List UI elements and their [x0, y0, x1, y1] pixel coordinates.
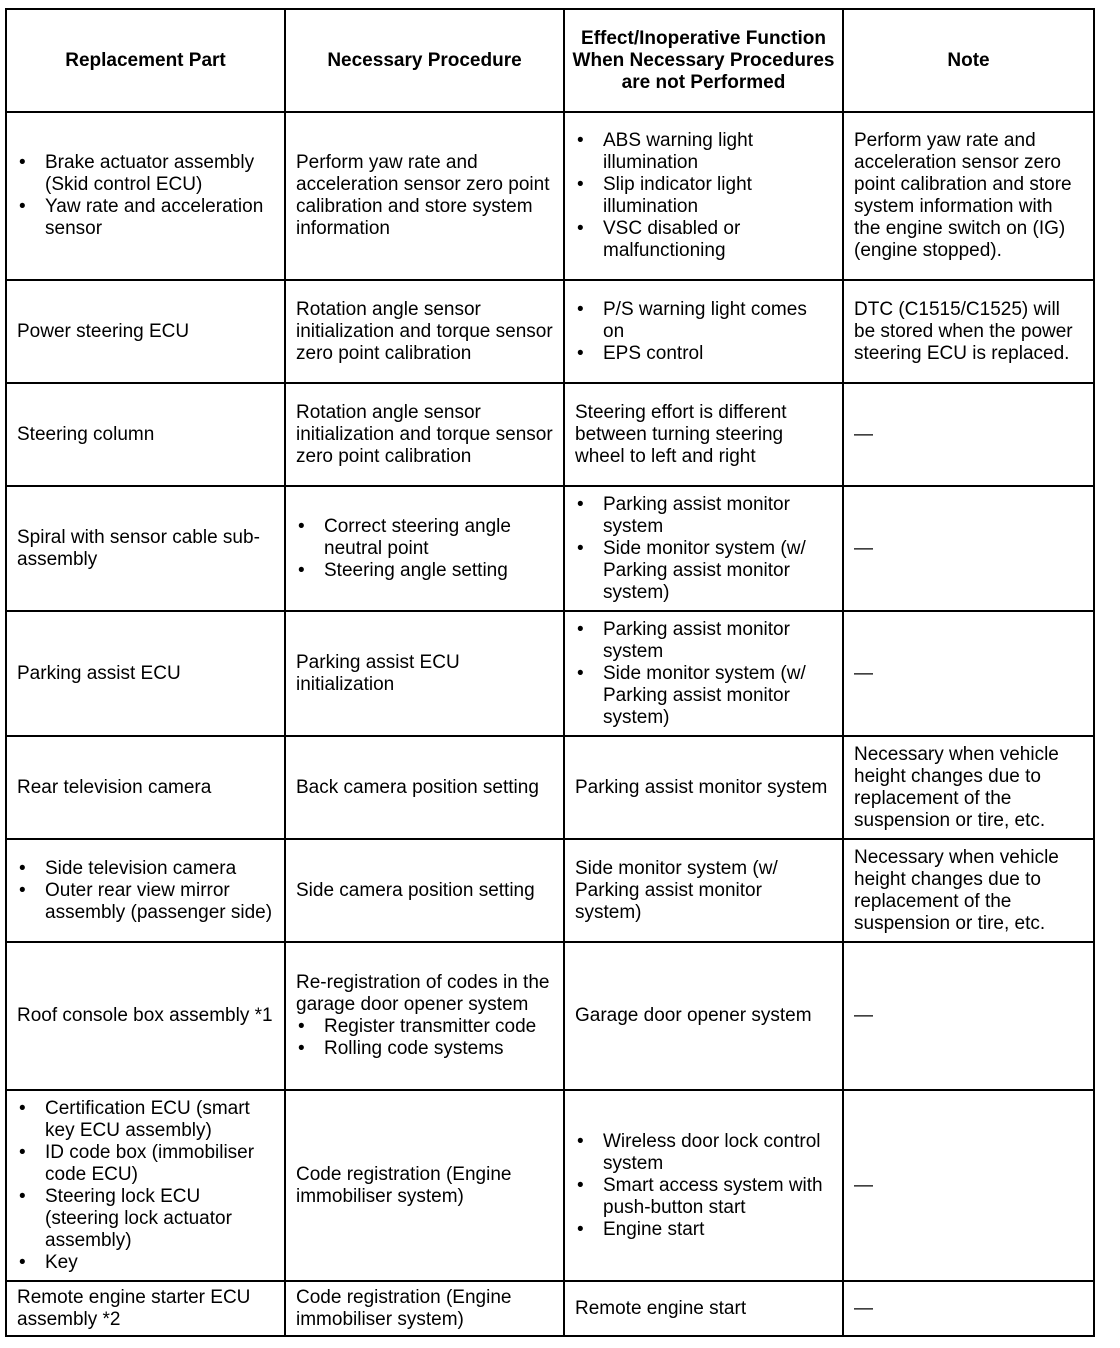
header-note: Note	[843, 9, 1094, 112]
table-row	[6, 736, 1094, 839]
procedure-cell	[285, 486, 564, 611]
list-item: • Engine start	[575, 1219, 832, 1241]
note-cell: —	[843, 383, 1094, 486]
table-row	[6, 942, 1094, 1090]
table-row	[6, 611, 1094, 736]
part-cell: Roof console box assembly *1	[6, 942, 285, 1090]
list-item: • Certification ECU (smart key ECU assembly)	[17, 1098, 274, 1142]
list-item: • Correct steering angle neutral point	[296, 516, 553, 560]
note-cell: —	[843, 942, 1094, 1090]
list-item: • Rolling code systems	[296, 1038, 553, 1060]
list-item: • Parking assist monitor system	[575, 494, 832, 538]
note-cell: —	[843, 611, 1094, 736]
note-cell: —	[843, 1090, 1094, 1281]
procedure-cell: Back camera position setting	[285, 736, 564, 839]
procedure-cell: Parking assist ECU initialization	[285, 611, 564, 736]
list-item: • P/S warning light comes on	[575, 299, 832, 343]
table-row	[6, 839, 1094, 942]
effect-cell	[564, 1090, 843, 1281]
effect-cell	[564, 112, 843, 280]
list-item: • Parking assist monitor system	[575, 619, 832, 663]
procedure-lead: Re-registration of codes in the garage door opener system	[296, 972, 550, 1015]
part-cell: Steering column	[6, 383, 285, 486]
list-item: • Steering angle setting	[296, 560, 553, 582]
effect-cell: Steering effort is different between turning steering wheel to left and right	[564, 383, 843, 486]
procedure-cell: Perform yaw rate and acceleration sensor zero point calibration and store system information	[285, 112, 564, 280]
part-cell: Spiral with sensor cable sub-assembly	[6, 486, 285, 611]
note-cell: —	[843, 1281, 1094, 1336]
effect-cell: Remote engine start	[564, 1281, 843, 1336]
table-row	[6, 1090, 1094, 1281]
part-cell: Power steering ECU	[6, 280, 285, 383]
part-cell	[6, 112, 285, 280]
list-item: • EPS control	[575, 343, 832, 365]
list-item: • ABS warning light illumination	[575, 130, 832, 174]
table-row	[6, 112, 1094, 280]
note-cell: —	[843, 486, 1094, 611]
note-cell: DTC (C1515/C1525) will be stored when the power steering ECU is replaced.	[843, 280, 1094, 383]
note-cell: Necessary when vehicle height changes due to replacement of the suspension or tire, etc.	[843, 839, 1094, 942]
effect-cell	[564, 280, 843, 383]
list-item: • Side monitor system (w/ Parking assist monitor system)	[575, 663, 832, 729]
effect-cell: Side monitor system (w/ Parking assist monitor system)	[564, 839, 843, 942]
procedure-table	[5, 8, 1095, 1337]
note-cell: Necessary when vehicle height changes due to replacement of the suspension or tire, etc.	[843, 736, 1094, 839]
header-replacement-part: Replacement Part	[6, 9, 285, 112]
header-row	[6, 9, 1094, 112]
procedure-cell: Code registration (Engine immobiliser system)	[285, 1281, 564, 1336]
header-necessary-procedure: Necessary Procedure	[285, 9, 564, 112]
note-cell: Perform yaw rate and acceleration sensor zero point calibration and store system information with the engine switch on (IG) (engine stopped).	[843, 112, 1094, 280]
list-item: • Side monitor system (w/ Parking assist monitor system)	[575, 538, 832, 604]
list-item: • ID code box (immobiliser code ECU)	[17, 1142, 274, 1186]
list-item: • VSC disabled or malfunctioning	[575, 218, 832, 262]
header-effect: Effect/Inoperative Function When Necessary Procedures are not Performed	[564, 9, 843, 112]
table-row	[6, 486, 1094, 611]
effect-cell	[564, 486, 843, 611]
table-row	[6, 1281, 1094, 1336]
part-cell: Parking assist ECU	[6, 611, 285, 736]
effect-cell	[564, 611, 843, 736]
procedure-cell: Rotation angle sensor initialization and torque sensor zero point calibration	[285, 383, 564, 486]
list-item: • Brake actuator assembly (Skid control ECU)	[17, 152, 274, 196]
effect-cell: Garage door opener system	[564, 942, 843, 1090]
list-item: • Smart access system with push-button start	[575, 1175, 832, 1219]
list-item: • Wireless door lock control system	[575, 1131, 832, 1175]
list-item: • Slip indicator light illumination	[575, 174, 832, 218]
part-cell: Remote engine starter ECU assembly *2	[6, 1281, 285, 1336]
procedure-cell: Rotation angle sensor initialization and torque sensor zero point calibration	[285, 280, 564, 383]
part-cell	[6, 839, 285, 942]
procedure-cell: Code registration (Engine immobiliser system)	[285, 1090, 564, 1281]
list-item: • Outer rear view mirror assembly (passenger side)	[17, 880, 274, 924]
effect-cell: Parking assist monitor system	[564, 736, 843, 839]
list-item: • Register transmitter code	[296, 1016, 553, 1038]
procedure-cell: Side camera position setting	[285, 839, 564, 942]
list-item: • Steering lock ECU (steering lock actuator assembly)	[17, 1186, 274, 1252]
part-cell: Rear television camera	[6, 736, 285, 839]
procedure-cell	[285, 942, 564, 1090]
list-item: • Side television camera	[17, 858, 274, 880]
part-cell	[6, 1090, 285, 1281]
table-row	[6, 280, 1094, 383]
table-row	[6, 383, 1094, 486]
list-item: • Key	[17, 1252, 274, 1274]
list-item: • Yaw rate and acceleration sensor	[17, 196, 274, 240]
